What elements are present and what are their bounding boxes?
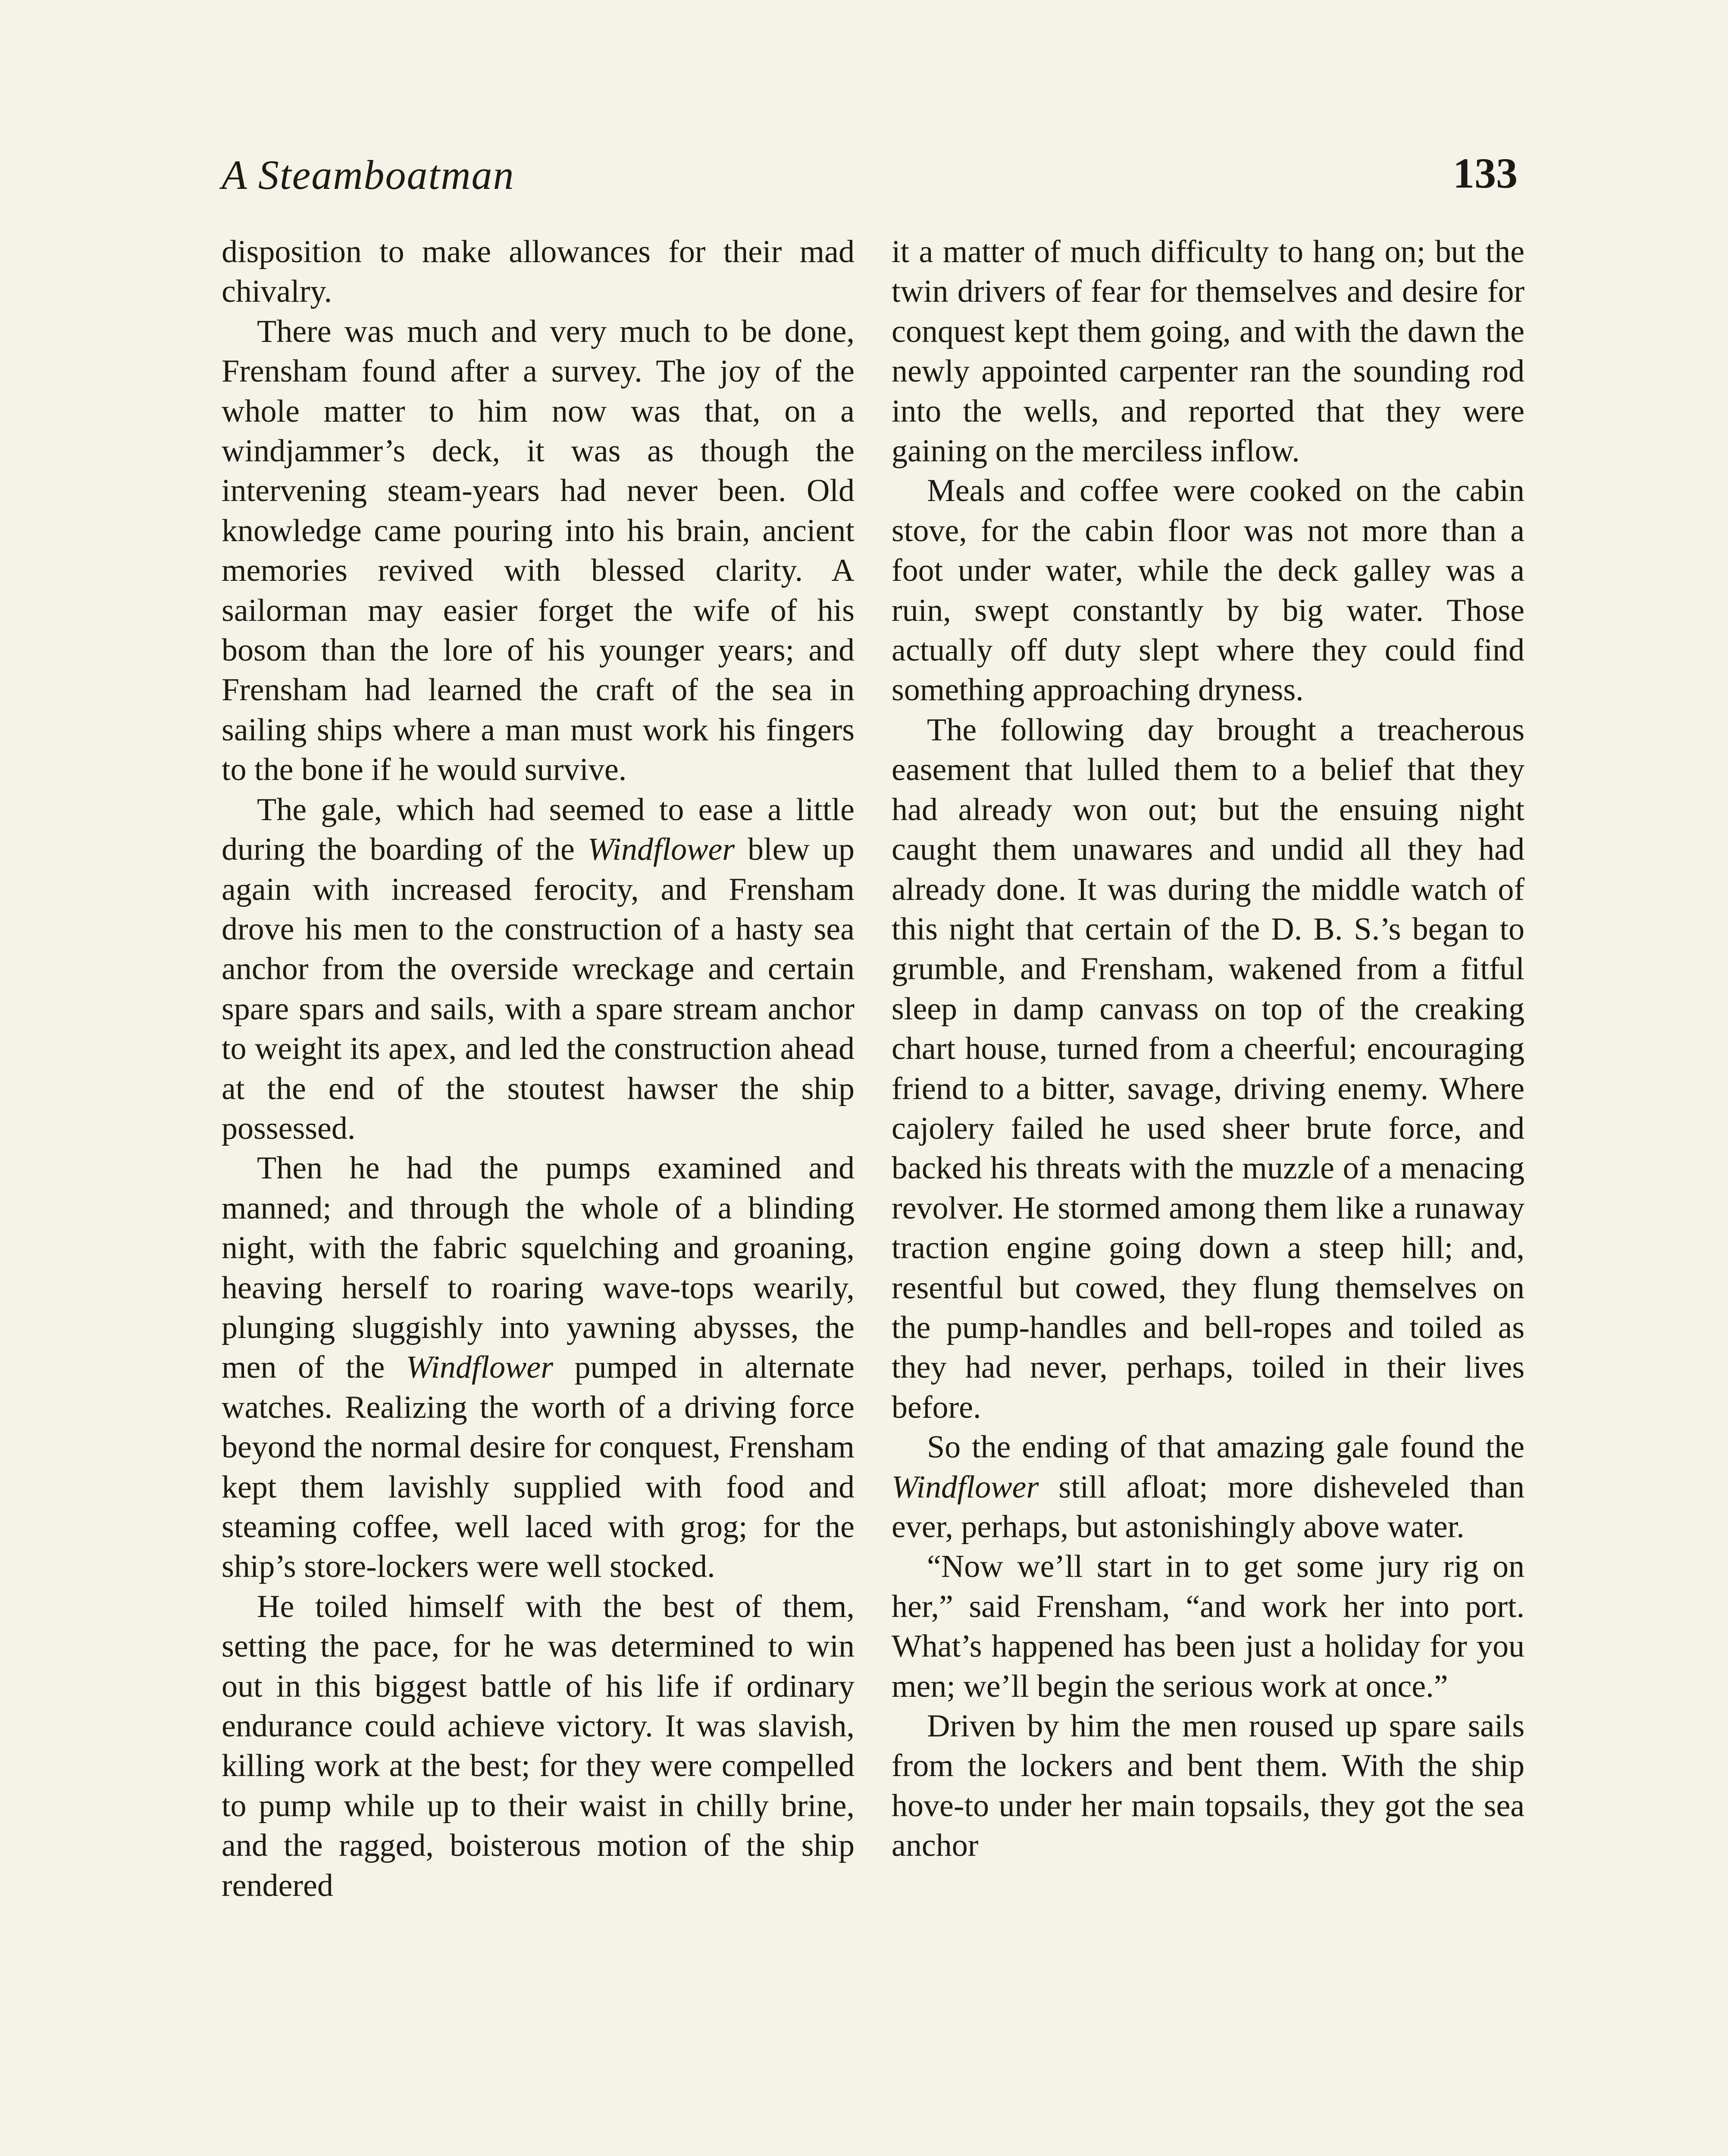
paragraph-text: it a matter of much difficulty to hang on; but the twin drivers of fear for themselves and desire for conquest kept them going, and with the dawn the newly appointed carpenter ran the sounding rod into the wells, and reported that they were gaining on the merciless inflow. (892, 234, 1525, 469)
running-head (222, 147, 1518, 211)
paragraph (222, 1587, 855, 1905)
paragraph (892, 710, 1525, 1427)
paragraph-text: still afloat; more disheveled than ever, perhaps, but astonishingly above water. (892, 1469, 1525, 1545)
page-number: 133 (1453, 149, 1518, 197)
paragraph-text: “Now we’ll start in to get some jury rig on her,” said Frensham, “and work her into port. What’s happened has been just a holiday for you men; we’ll begin the serious work at once.” (892, 1549, 1525, 1704)
ship-name-italic: Windflower (406, 1350, 554, 1385)
paragraph-text: There was much and very much to be done, Frensham found after a survey. The joy of the whole matter to him now was that, on a windjammer’s deck, it was as though the intervening steam-years had never been. Old knowledge came pouring into his brain, ancient memories revived with blessed clarity. A sailorman may easier forget the wife of his bosom than the lore of his younger years; and Frensham had learned the craft of the sea in sailing ships where a man must work his fingers to the bone if he would survive. (222, 313, 855, 788)
paragraph (892, 471, 1525, 710)
paragraph (892, 1547, 1525, 1706)
paragraph-text: The gale, which had seemed to ease a little during the boarding of the (222, 792, 855, 868)
paragraph (222, 232, 855, 312)
paragraph-text: Meals and coffee were cooked on the cabin stove, for the cabin floor was not more than a foot under water, while the deck galley was a ruin, swept constantly by big water. Those actually off duty slept where they could find something approaching dryness. (892, 473, 1525, 708)
paragraph-text: Driven by him the men roused up spare sails from the lockers and bent them. With the ship hove-to under her main topsails, they got the sea anchor (892, 1708, 1525, 1864)
ship-name-italic: Windflower (587, 832, 735, 868)
paragraph-text: disposition to make allowances for their mad chivalry. (222, 234, 855, 310)
paragraph (222, 312, 855, 790)
paragraph (222, 790, 855, 1149)
right-text-column (892, 232, 1525, 2156)
paragraph-text: The following day brought a treacherous easement that lulled them to a belief that they had already won out; but the ensuing night caught them unawares and undid all they had already done. It was during the middle watch of this night that certain of the D. B. S.’s began to grumble, and Frensham, wakened from a fitful sleep in damp canvass on top of the creaking chart house, turned from a cheerful; encouraging friend to a bitter, savage, driving enemy. Where cajolery failed he used sheer brute force, and backed his threats with the muzzle of a menacing revolver. He stormed among them like a runaway traction engine going down a steep hill; and, resentful but cowed, they flung themselves on the pump-handles and bell-ropes and toiled as they had never, perhaps, toiled in their lives before. (892, 712, 1525, 1425)
running-title: A Steamboatman (222, 152, 515, 198)
paragraph-text: blew up again with increased ferocity, and Frensham drove his men to the construction of a hasty sea anchor from the overside wreckage and certain spare spars and sails, with a spare stream anchor to weight its apex, and led the construction ahead at the end of the stoutest hawser the ship possessed. (222, 832, 855, 1146)
left-text-column (222, 232, 855, 2156)
paragraph (892, 1427, 1525, 1547)
paragraph (892, 1706, 1525, 1866)
paragraph-text: He toiled himself with the best of them, setting the pace, for he was determined to win out in this biggest battle of his life if ordinary endurance could achieve victory. It was slavish, killing work at the best; for they were compelled to pump while up to their waist in chilly brine, and the ragged, boisterous motion of the ship rendered (222, 1589, 855, 1903)
paragraph-text: Then he had the pumps examined and manned; and through the whole of a blinding night, with the fabric squelching and groaning, heaving herself to roaring wave-tops wearily, plunging sluggishly into yawning abysses, the men of the (222, 1150, 855, 1385)
paragraph-text: So the ending of that amazing gale found the (927, 1429, 1525, 1465)
ship-name-italic: Windflower (892, 1469, 1039, 1505)
paragraph-text: pumped in alternate watches. Realizing the worth of a driving force beyond the normal desire for conquest, Frensham kept them lavishly supplied with food and steaming coffee, well laced with grog; for the ship’s store-lockers were well stocked. (222, 1350, 855, 1585)
paragraph (892, 232, 1525, 471)
paragraph (222, 1148, 855, 1586)
